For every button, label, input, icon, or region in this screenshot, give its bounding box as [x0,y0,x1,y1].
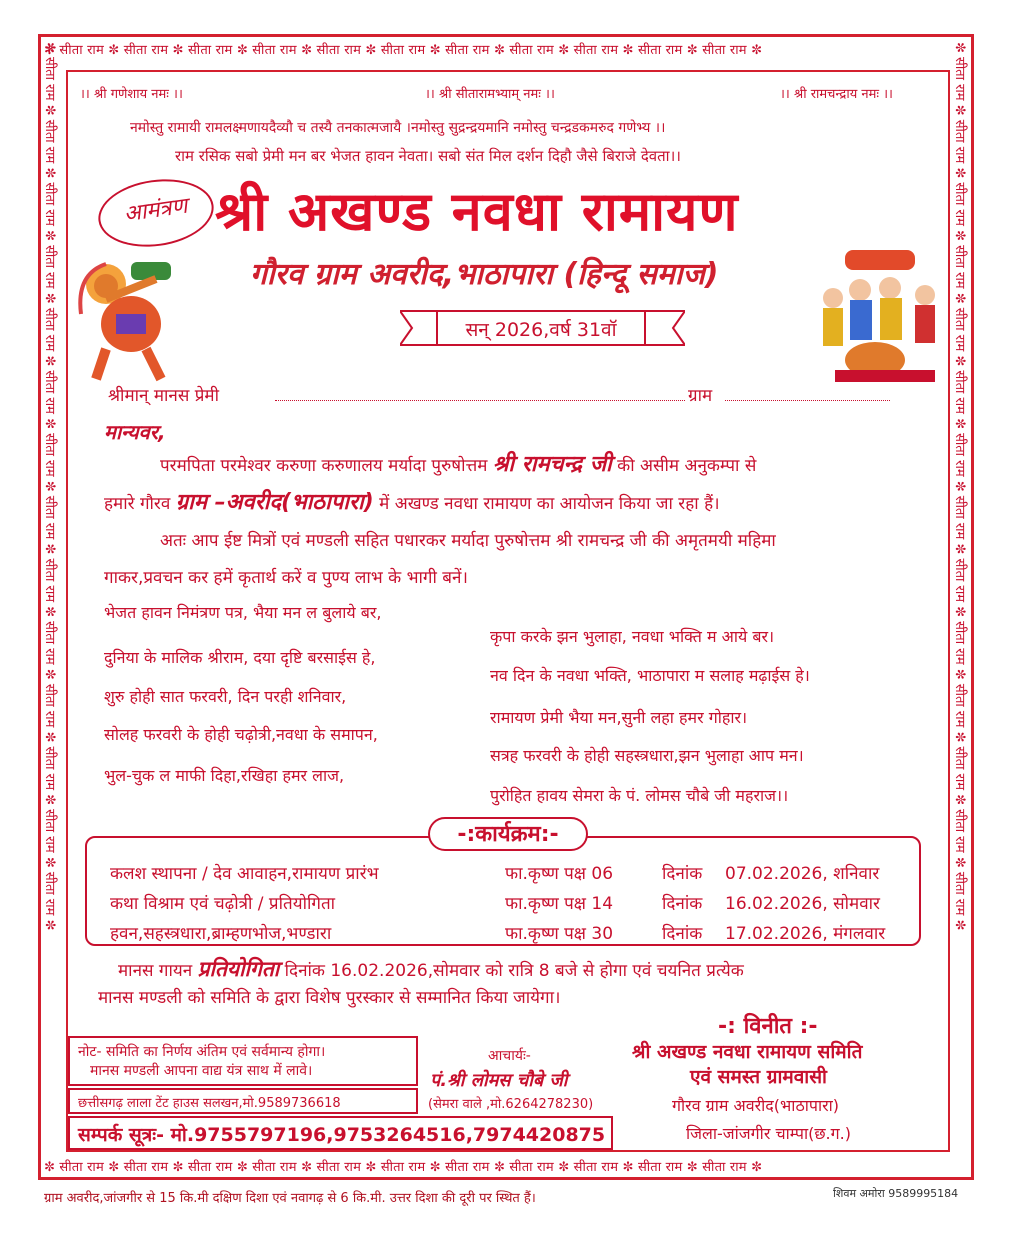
salutation: मान्यवर, [104,420,166,444]
vinit-place: गौरव ग्राम अवरीद(भाठापारा) [672,1096,840,1115]
ram-darbar-illustration [815,250,955,385]
program-title: -:कार्यक्रम:- [428,817,588,851]
poem-right-4: सत्रह फरवरी के होही सहस्त्रधारा,झन भुलाहा आप मन। [490,746,804,765]
shloka-line-2: राम रसिक सबो प्रेमी मन बर भेजत हावन नेवता। सबो संत मिल दर्शन दिहौ जैसे बिराजे देवता।। [175,147,681,165]
border-bottom-text: ✼ सीता राम ✼ सीता राम ✼ सीता राम ✼ सीता राम ✼ सीता राम ✼ सीता राम ✼ सीता राम ✼ सीता राम ✼ सीता राम ✼ सीता राम ✼ सीता राम ✼ [44,1160,763,1175]
program-date-label: दिनांक [662,894,703,914]
competition-line-1 [118,955,744,983]
program-event: कथा विश्राम एवं चढ़ोत्री / प्रतियोगिता [110,894,336,914]
poem-left-2: दुनिया के मालिक श्रीराम, दया दृष्टि बरसाईस हे, [104,648,376,667]
vinit-org-2: एवं समस्त ग्रामवासी [690,1066,827,1088]
year-label: सन् 2026,वर्ष 31वॉ [436,310,646,346]
border-left-col [40,42,66,1152]
body-line-2b: में अखण्ड नवधा रामायण का आयोजन किया जा रहा हैं। [379,494,720,514]
program-date-label: दिनांक [662,924,703,944]
border-right-col [950,42,976,1152]
shri-ramchandra-highlight: श्री रामचन्द्र जी [492,452,612,477]
poem-left-3: शुरु होही सात फरवरी, दिन परही शनिवार, [104,687,347,706]
border-left-text: ✼ सीता राम ✼ सीता राम ✼ सीता राम ✼ सीता राम ✼ सीता राम ✼ सीता राम ✼ सीता राम ✼ सीता राम ✼ सीता राम ✼ सीता राम ✼ सीता राम ✼ सीता राम ✼ सीता राम ✼ सीता राम ✼ [42,42,57,931]
village-label: ग्राम [688,386,713,406]
acharya-detail: (सेमरा वाले ,मो.6264278230) [428,1097,594,1112]
body-line-4: गाकर,प्रवचन कर हमें कृतार्थ करें व पुण्य लाभ के भागी बनें। [104,568,468,588]
shloka-line-1: नमोस्तु रामायी रामलक्ष्मणायदैव्यौ च तस्यै तनकात्मजायै ।नमोस्तु सुद्रन्द्रयमानि नमोस्तु चन्द्रडकमरुद गणेभ्य ।। [130,120,666,136]
program-paksha: फा.कृष्ण पक्ष 06 [505,864,614,884]
program-date-label: दिनांक [662,864,703,884]
poem-left-5: भुल-चुक ल माफी दिहा,रखिहा हमर लाज, [104,766,345,785]
acharya-label: आचार्यः- [488,1048,531,1064]
body-line-1 [160,452,756,479]
footer-location: ग्राम अवरीद,जांजगीर से 15 कि.मी दक्षिण दिशा एवं नवागढ़ से 6 कि.मी. उत्तर दिशा की दूरी पर स्थित हैं। [44,1191,536,1206]
invocation-left: ।। श्री गणेशाय नमः ।। [80,87,183,102]
invitation-seal: आमंत्रण [94,172,218,254]
event-subtitle: गौरव ग्राम अवरीद,भाठापारा (हिन्दू समाज) [250,257,719,292]
note-line-2: मानस मण्डली आपना वाद्य यंत्र साथ में लावे। [90,1063,313,1079]
vinit-heading: -: विनीत :- [718,1014,818,1039]
program-event: हवन,सहस्त्रधारा,ब्राम्हणभोज,भण्डारा [110,924,332,944]
acharya-name: पं.श्री लोमस चौबे जी [430,1070,568,1091]
poem-right-3: रामायण प्रेमी भैया मन,सुनी लहा हमर गोहार। [490,708,748,727]
body-line-3: अतः आप ईष्ट मित्रों एवं मण्डली सहित पधारकर मर्यादा पुरुषोत्तम श्री रामचन्द्र जी की अमृतमयी महिमा [160,531,776,551]
body-line-2 [104,490,720,517]
hanuman-illustration [76,254,186,384]
poem-left-4: सोलह फरवरी के होही चढ़ोत्री,नवधा के समापन, [104,725,378,744]
note-line-1: नोट- समिति का निर्णय अंतिम एवं सर्वमान्य होगा। [78,1044,326,1060]
program-paksha: फा.कृष्ण पक्ष 14 [505,894,614,914]
program-paksha: फा.कृष्ण पक्ष 30 [505,924,614,944]
contact-box: सम्पर्क सूत्रः- मो.9755797196,9753264516,7974420875 [68,1116,613,1150]
competition-highlight: प्रतियोगिता [197,957,280,981]
poem-right-5: पुरोहित हावय सेमरा के पं. लोमस चौबे जी महराज।। [490,786,789,805]
poem-right-2: नव दिन के नवधा भक्ति, भाठापारा म सलाह मढ़ाईस हे। [490,666,810,685]
note-box [68,1036,418,1086]
event-title: श्री अखण्ड नवधा रामायण [215,180,739,243]
body-line-1a: परमपिता परमेश्वर करुणा करुणालय मर्यादा पुरुषोत्तम [160,456,488,476]
program-date: 16.02.2026, सोमवार [725,894,881,914]
recipient-name-line[interactable] [275,400,685,401]
body-line-2a: हमारे गौरव [104,494,171,514]
vinit-district: जिला-जांजगीर चाम्पा(छ.ग.) [686,1124,851,1143]
program-date: 17.02.2026, मंगलवार [725,924,886,944]
program-event: कलश स्थापना / देव आवाहन,रामायण प्रारंभ [110,864,379,884]
border-top-text: ✼ सीता राम ✼ सीता राम ✼ सीता राम ✼ सीता राम ✼ सीता राम ✼ सीता राम ✼ सीता राम ✼ सीता राम ✼ सीता राम ✼ सीता राम ✼ सीता राम ✼ [44,43,763,58]
body-line-1b: की असीम अनुकम्पा से [617,456,757,476]
poem-right-1: कृपा करके झन भुलाहा, नवधा भक्ति म आये बर। [490,627,775,646]
designer-credit: शिवम अमोरा 9589995184 [833,1187,959,1200]
program-date: 07.02.2026, शनिवार [725,864,880,884]
village-name-line[interactable] [725,400,890,401]
tent-house-box: छत्तीसगढ़ लाला टेंट हाउस सलखन,मो.9589736618 [68,1088,418,1114]
invocation-right: ।। श्री रामचन्द्राय नमः ।। [780,87,893,102]
invocation-center: ।। श्री सीतारामभ्याम् नमः ।। [425,87,555,102]
border-right-text: ✼ सीता राम ✼ सीता राम ✼ सीता राम ✼ सीता राम ✼ सीता राम ✼ सीता राम ✼ सीता राम ✼ सीता राम ✼ सीता राम ✼ सीता राम ✼ सीता राम ✼ सीता राम ✼ सीता राम ✼ सीता राम ✼ [952,42,967,931]
competition-a: मानस गायन [118,961,193,981]
recipient-label: श्रीमान् मानस प्रेमी [108,386,219,406]
village-highlight: ग्राम –अवरीद(भाठापारा) [175,490,374,515]
vinit-org: श्री अखण्ड नवधा रामायण समिति [632,1041,863,1063]
competition-b: दिनांक 16.02.2026,सोमवार को रात्रि 8 बजे से होगा एवं चयनित प्रत्येक [284,961,744,981]
poem-left-1: भेजत हावन निमंत्रण पत्र, भैया मन ल बुलाये बर, [104,603,382,622]
competition-line-2: मानस मण्डली को समिति के द्वारा विशेष पुरस्कार से सम्मानित किया जायेगा। [98,988,561,1008]
